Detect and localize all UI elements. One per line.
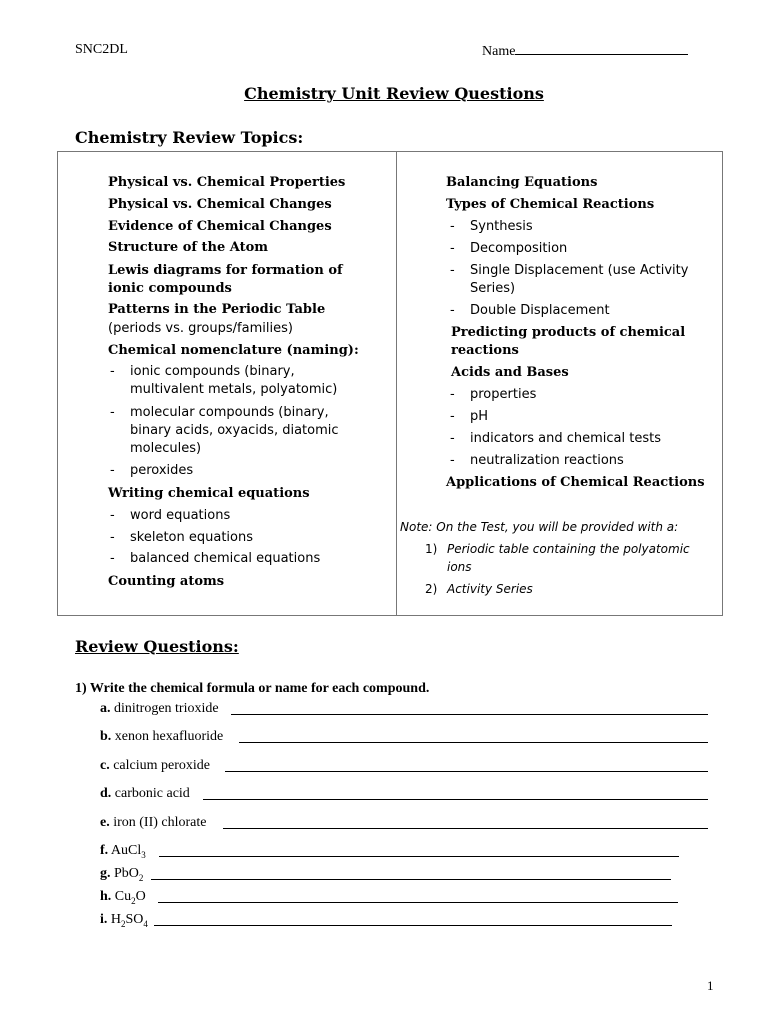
review-heading: Review Questions: — [75, 637, 239, 656]
subtopic-item: - Single Displacement (use Activity — [450, 263, 689, 278]
question-item: c. calcium peroxide — [100, 758, 211, 773]
answer-line[interactable] — [159, 856, 679, 857]
subtopic-continuation: Series) — [470, 281, 516, 296]
answer-line[interactable] — [225, 771, 708, 772]
topics-heading: Chemistry Review Topics: — [75, 128, 304, 147]
topic-item: Balancing Equations — [446, 175, 598, 190]
subtopic-item: - molecular compounds (binary, — [110, 405, 329, 420]
question-item: b. xenon hexafluoride — [100, 729, 224, 744]
question-item: h. $Cu_2O$ — [100, 889, 146, 906]
name-label: Name — [482, 44, 516, 59]
topic-item-continuation: ionic compounds — [108, 281, 232, 296]
topic-note: (periods vs. groups/families) — [108, 321, 293, 336]
subtopic-item: - properties — [450, 387, 537, 402]
question-item: d. carbonic acid — [100, 786, 190, 801]
question-1: 1) Write the chemical formula or name for each compound. — [75, 681, 430, 696]
provided-number: 2) — [425, 582, 438, 596]
question-item: e. iron (II) chlorate — [100, 815, 207, 830]
subtopic-item: - Decomposition — [450, 241, 568, 256]
provided-item: Activity Series — [447, 582, 533, 596]
topic-item: Acids and Bases — [451, 365, 569, 380]
topic-item: Types of Chemical Reactions — [446, 197, 655, 212]
question-item: g. PbO$_2$ — [100, 866, 144, 883]
answer-line[interactable] — [239, 742, 708, 743]
answer-line[interactable] — [231, 714, 708, 715]
topic-item: Evidence of Chemical Changes — [108, 219, 332, 234]
topic-item: Counting atoms — [108, 574, 225, 589]
subtopic-item: - word equations — [110, 508, 231, 523]
question-item: f. AuCl$_3$ — [100, 843, 146, 860]
course-code: SNC2DL — [75, 42, 128, 57]
subtopic-item: - ionic compounds (binary, — [110, 364, 295, 379]
test-note: Note: On the Test, you will be provided with a: — [400, 520, 679, 534]
topic-item: Lewis diagrams for formation of — [108, 263, 343, 278]
topic-item: Predicting products of chemical — [451, 325, 686, 340]
provided-number: 1) — [425, 542, 438, 556]
answer-line[interactable] — [223, 828, 708, 829]
question-item: i. $H_2SO_4$ — [100, 912, 148, 929]
question-item: a. dinitrogen trioxide — [100, 701, 219, 716]
name-field — [482, 42, 688, 60]
provided-item-continuation: ions — [447, 560, 472, 574]
answer-line[interactable] — [151, 879, 671, 880]
topic-item: Chemical nomenclature (naming): — [108, 343, 359, 358]
topic-item: Physical vs. Chemical Changes — [108, 197, 332, 212]
topic-item-continuation: reactions — [451, 343, 519, 358]
name-blank[interactable] — [515, 42, 688, 55]
topic-item: Patterns in the Periodic Table — [108, 302, 326, 317]
answer-line[interactable] — [203, 799, 708, 800]
subtopic-item: - indicators and chemical tests — [450, 431, 661, 446]
subtopic-item: - pH — [450, 409, 489, 424]
subtopic-item: - balanced chemical equations — [110, 551, 321, 566]
subtopic-item: - Synthesis — [450, 219, 533, 234]
topic-item: Applications of Chemical Reactions — [446, 475, 705, 490]
page-number: 1 — [707, 978, 714, 993]
subtopic-continuation: molecules) — [130, 441, 202, 456]
subtopic-item: - neutralization reactions — [450, 453, 624, 468]
page-title: Chemistry Unit Review Questions — [244, 84, 544, 103]
topics-column-divider — [396, 151, 397, 616]
answer-line[interactable] — [158, 902, 678, 903]
subtopic-item: - Double Displacement — [450, 303, 610, 318]
subtopic-continuation: multivalent metals, polyatomic) — [130, 382, 338, 397]
provided-item: Periodic table containing the polyatomic — [447, 542, 690, 556]
topic-item: Structure of the Atom — [108, 240, 269, 255]
subtopic-item: - peroxides — [110, 463, 194, 478]
topic-item: Writing chemical equations — [108, 486, 310, 501]
subtopic-continuation: binary acids, oxyacids, diatomic — [130, 423, 339, 438]
topic-item: Physical vs. Chemical Properties — [108, 175, 346, 190]
answer-line[interactable] — [154, 925, 672, 926]
subtopic-item: - skeleton equations — [110, 530, 253, 545]
